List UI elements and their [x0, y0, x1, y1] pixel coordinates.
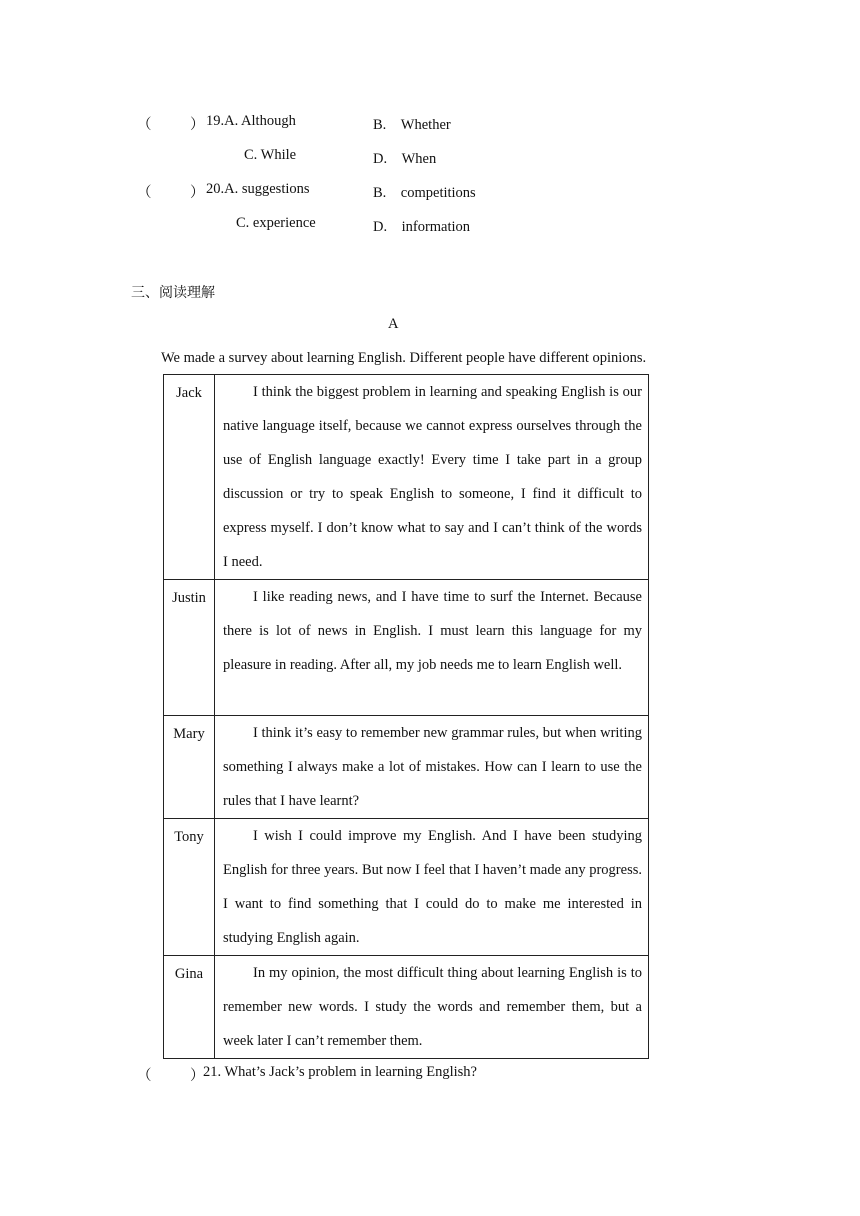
survey-opinion: I think it’s easy to remember new grammar rules, but when writing something I always make a lot of mistakes. How can I learn to use the rules that I have learnt?	[223, 725, 642, 809]
q20-option-c: C. experience	[236, 215, 316, 231]
q19-option-b: B. Whether	[373, 117, 451, 133]
question-21-text: 21. What’s Jack’s problem in learning English?	[203, 1064, 477, 1080]
q20-option-d: D. information	[373, 219, 471, 235]
answer-paren-open-19: （	[137, 117, 152, 133]
survey-intro: We made a survey about learning English. Different people have different opinions.	[161, 350, 647, 366]
q20-option-a: 20.A. suggestions	[206, 181, 310, 197]
q19-option-a: 19.A. Although	[206, 113, 296, 129]
survey-row-justin	[164, 580, 649, 716]
answer-paren-close-19: ）	[190, 117, 205, 133]
survey-name: Mary	[164, 716, 215, 819]
survey-opinion: I think the biggest problem in learning and speaking English is our native language itself, because we cannot express ourselves through the use of English language exactly! Every time I take part in a group discussion or try to speak English to someone, I find it difficult to express myself. I don’t know what to say and I can’t think of the words I need.	[223, 384, 642, 570]
survey-name: Tony	[164, 819, 215, 956]
survey-opinion: In my opinion, the most difficult thing about learning English is to remember new words. I study the words and remember them, but a week later I can’t remember them.	[223, 965, 642, 1049]
q19-option-c: C. While	[244, 147, 297, 163]
survey-name: Justin	[164, 580, 215, 716]
q20-option-b: B. competitions	[373, 185, 476, 201]
survey-row-gina	[164, 956, 649, 1059]
survey-opinion: I like reading news, and I have time to surf the Internet. Because there is lot of news in English. I must learn this language for my pleasure in reading. After all, my job needs me to learn English well.	[223, 589, 642, 673]
survey-opinion: I wish I could improve my English. And I have been studying English for three years. But now I feel that I haven’t made any progress. I want to find something that I could do to make me interested in studying English again.	[223, 828, 642, 946]
survey-row-jack	[164, 375, 649, 580]
answer-paren-open-20: （	[137, 185, 152, 201]
survey-name: Jack	[164, 375, 215, 580]
section-heading: 三、阅读理解	[131, 285, 215, 301]
passage-letter: A	[388, 316, 399, 332]
survey-name: Gina	[164, 956, 215, 1059]
q19-option-d: D. When	[373, 151, 437, 167]
survey-row-mary	[164, 716, 649, 819]
survey-row-tony	[164, 819, 649, 956]
answer-paren-close-20: ）	[190, 185, 205, 201]
survey-table	[163, 374, 649, 1059]
answer-paren-open-21: （	[137, 1068, 152, 1084]
answer-paren-close-21: ）	[190, 1068, 205, 1084]
